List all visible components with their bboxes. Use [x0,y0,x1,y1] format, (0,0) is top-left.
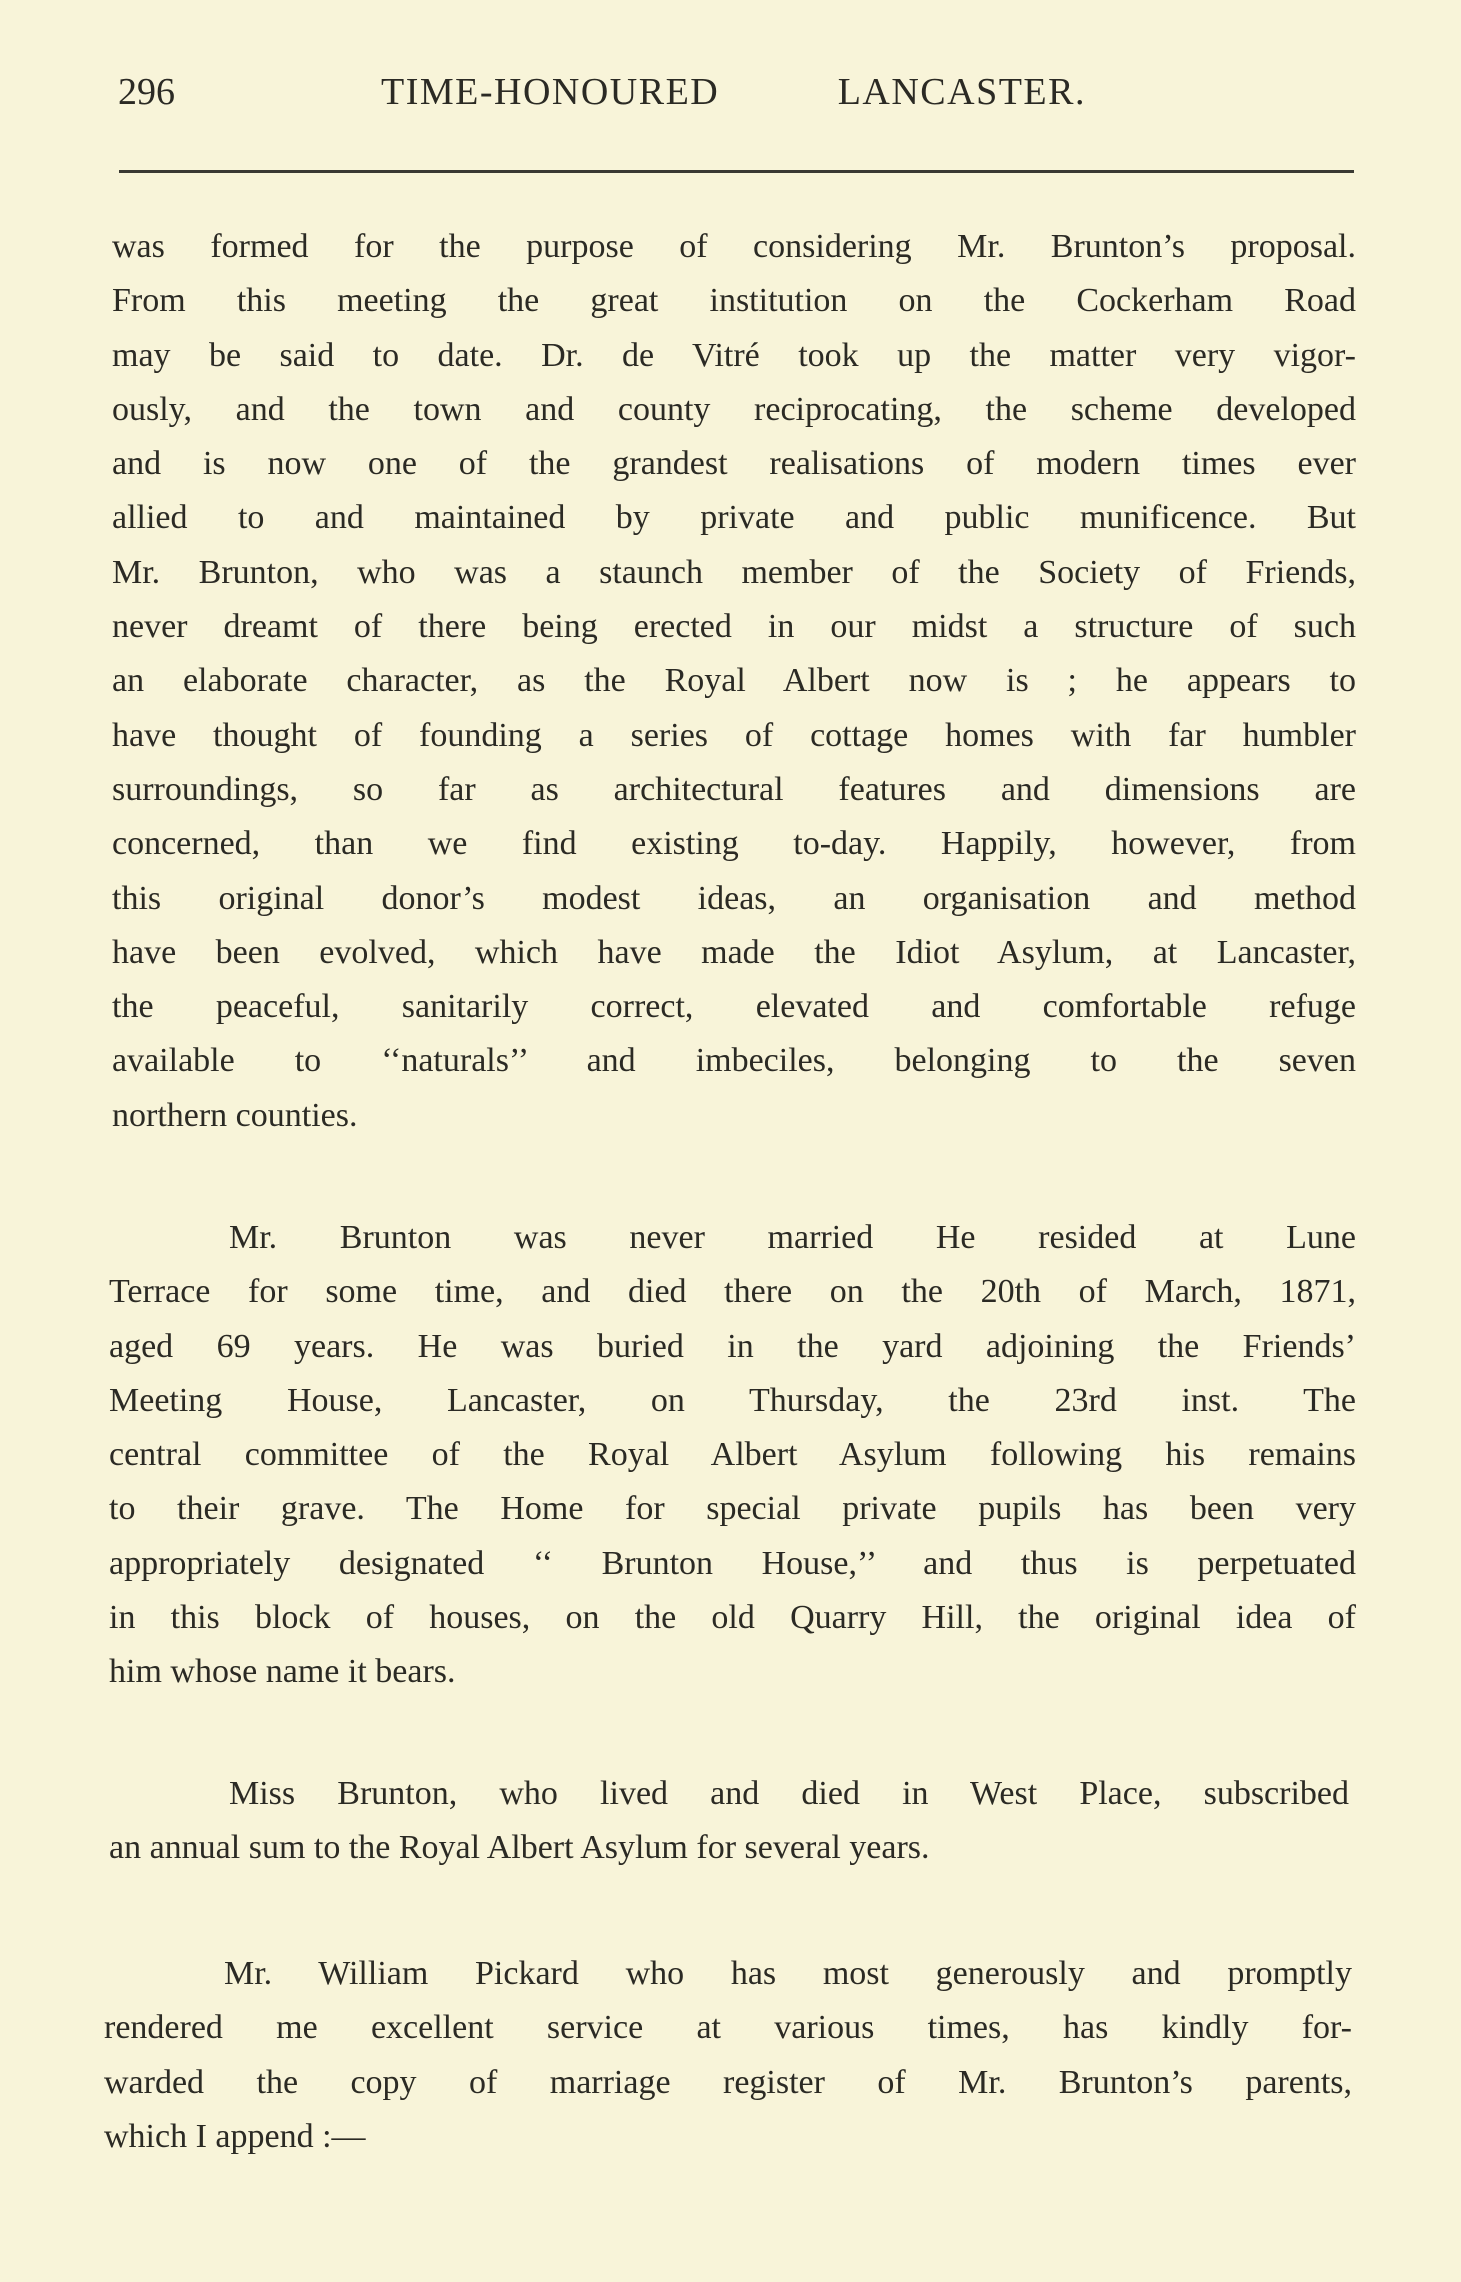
running-title: TIME-HONOURED LANCASTER. [381,71,1086,113]
text-line: concerned, than we find existing to-day. Happily, however, from [112,825,1356,863]
text-line: an annual sum to the Royal Albert Asylum for several years. [109,1829,930,1867]
text-line: available to ‘‘naturals’’ and imbeciles, belonging to the seven [112,1042,1356,1080]
text-line: allied to and maintained by private and public munificence. But [112,499,1356,537]
text-line: Terrace for some time, and died there on the 20th of March, 1871, [109,1273,1356,1311]
page-number: 296 [118,71,175,113]
text-line: aged 69 years. He was buried in the yard adjoining the Friends’ [109,1327,1356,1365]
text-line: him whose name it bears. [109,1653,456,1691]
text-line: central committee of the Royal Albert Asylum following his remains [109,1436,1356,1474]
text-line: Miss Brunton, who lived and died in West Place, subscribed [229,1775,1349,1812]
text-line: northern counties. [112,1096,358,1134]
text-line: the peaceful, sanitarily correct, elevated and comfortable refuge [112,988,1356,1026]
paragraph [112,220,1356,1143]
text-line: have been evolved, which have made the Idiot Asylum, at Lancaster, [112,933,1356,971]
paragraph [109,1211,1356,1700]
text-line: From this meeting the great institution on the Cockerham Road [112,282,1356,320]
text-line: Mr. Brunton, who was a staunch member of the Society of Friends, [112,553,1356,591]
text-line: have thought of founding a series of cottage homes with far humbler [112,716,1356,754]
text-line: was formed for the purpose of considering Mr. Brunton’s proposal. [112,228,1356,265]
header-rule [119,170,1354,173]
text-line: surroundings, so far as architectural features and dimensions are [112,770,1356,808]
text-line: appropriately designated ‘‘ Brunton House,’’ and thus is perpetuated [109,1544,1356,1582]
text-line: never dreamt of there being erected in our midst a structure of such [112,608,1356,646]
text-line: ously, and the town and county reciprocating, the scheme developed [112,390,1356,428]
text-line: rendered me excellent service at various times, has kindly for- [104,2009,1352,2047]
text-line: Mr. William Pickard who has most generously and promptly [224,1955,1352,1992]
text-line: Mr. Brunton was never married He resided at Lune [229,1219,1356,1256]
text-line: an elaborate character, as the Royal Albert now is ; he appears to [112,662,1356,700]
text-line: to their grave. The Home for special private pupils has been very [109,1490,1356,1528]
text-line: warded the copy of marriage register of Mr. Brunton’s parents, [104,2063,1352,2101]
text-line: which I append :— [104,2117,366,2155]
paragraph [104,1947,1352,2164]
text-line: this original donor’s modest ideas, an organisation and method [112,879,1356,917]
text-line: may be said to date. Dr. de Vitré took up the matter very vigor- [112,336,1356,374]
text-line: and is now one of the grandest realisations of modern times ever [112,445,1356,483]
paragraph [109,1767,1349,1876]
text-line: in this block of houses, on the old Quarry Hill, the original idea of [109,1599,1356,1637]
text-line: Meeting House, Lancaster, on Thursday, the 23rd inst. The [109,1381,1356,1419]
